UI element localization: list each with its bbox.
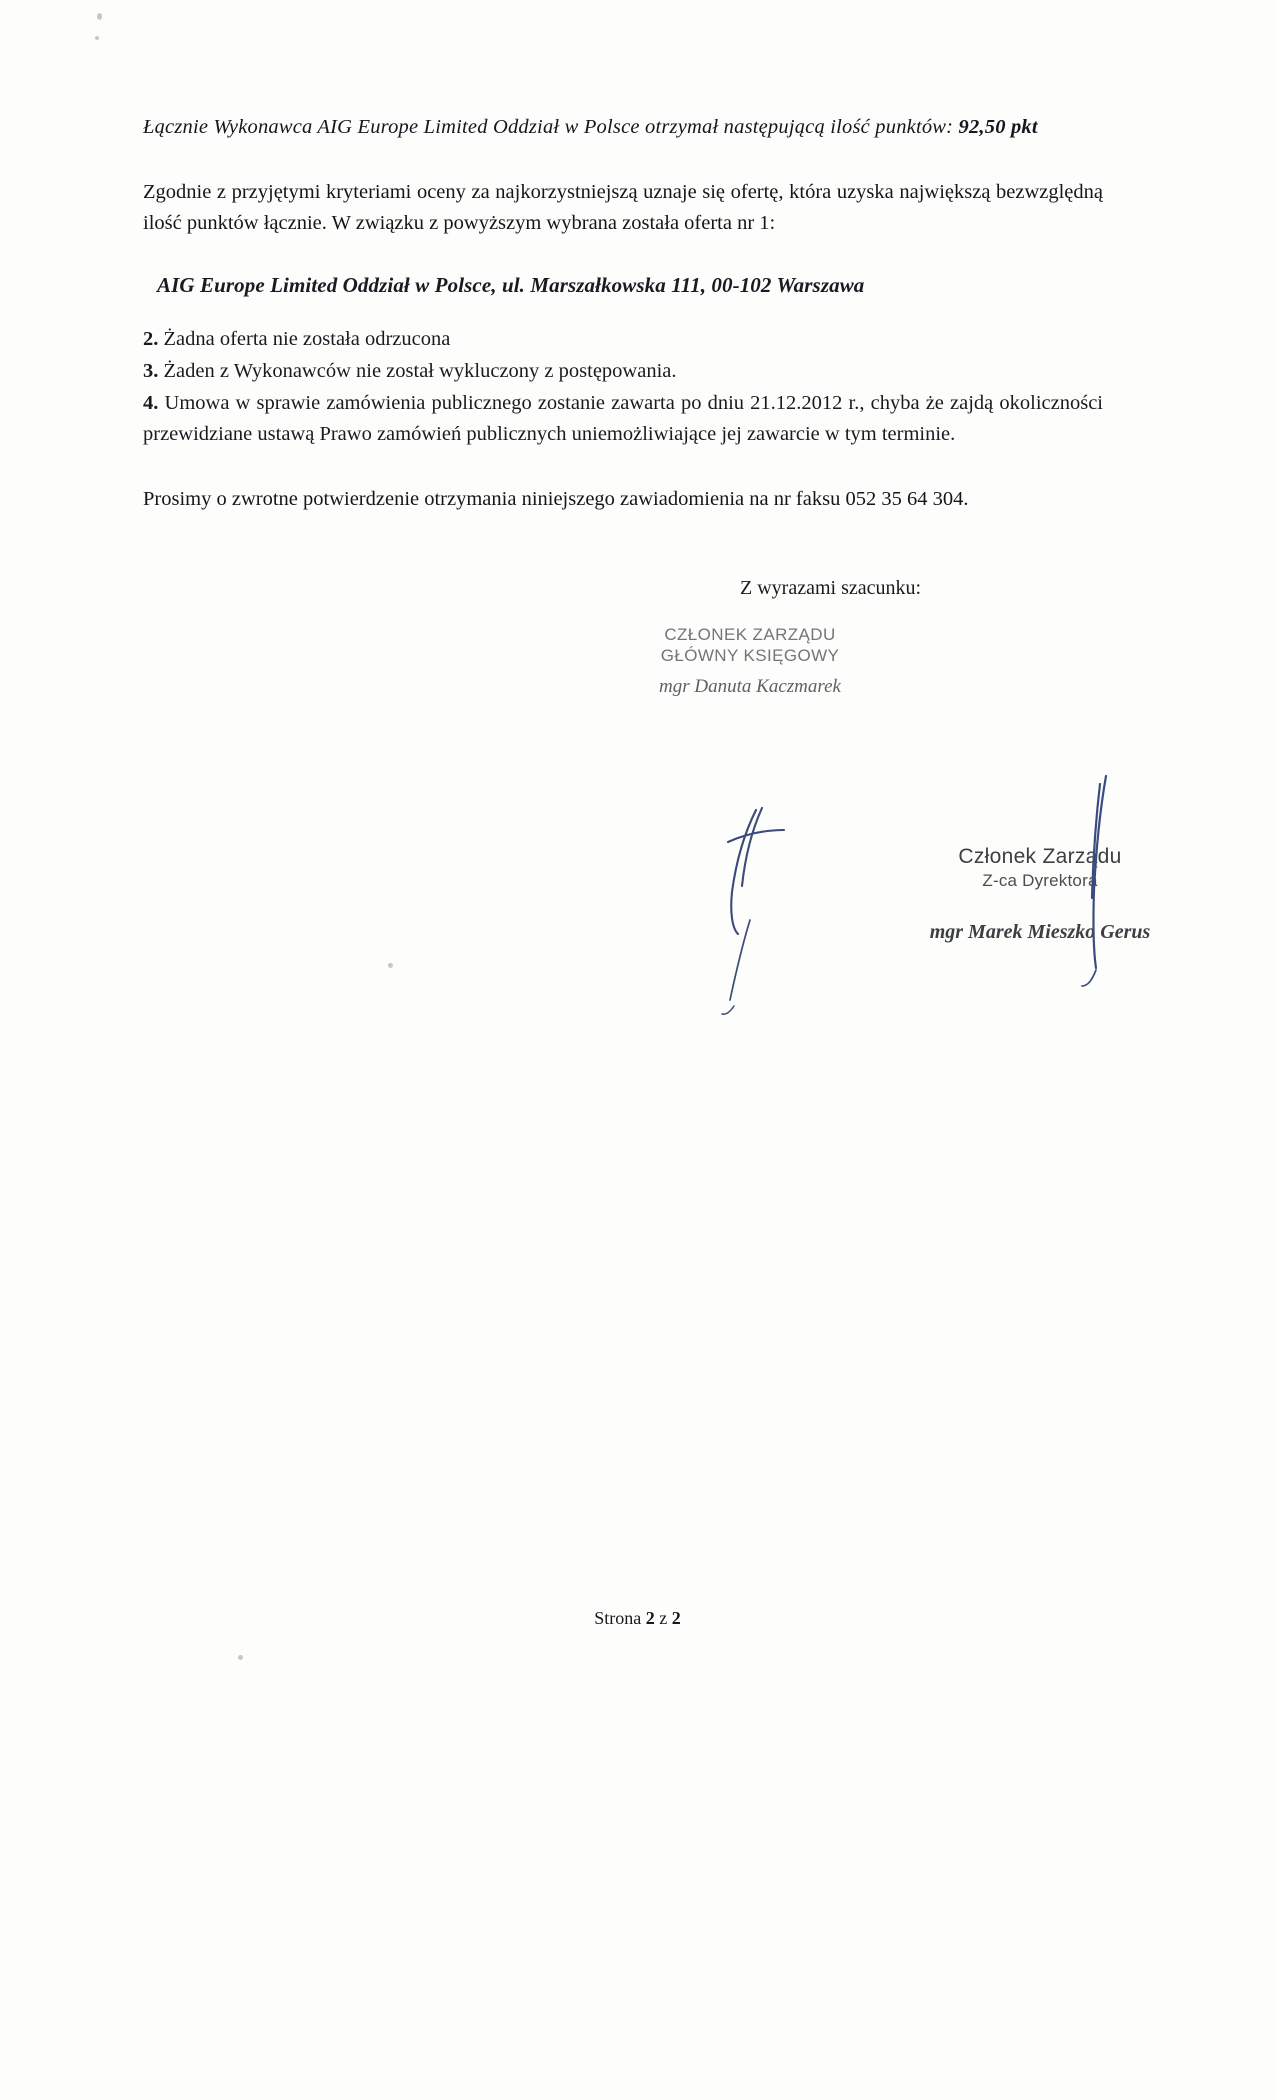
signature-right-role-1: Członek Zarządu [958, 845, 1122, 868]
footer-label: Strona [594, 1608, 642, 1628]
selected-offer-line: AIG Europe Limited Oddział w Polsce, ul. Marszałkowska 111, 00-102 Warszawa [157, 273, 865, 298]
list-item [143, 324, 1103, 355]
signature-right-role-2: Z-ca Dyrektora [982, 871, 1098, 890]
lead-paragraph [143, 112, 1103, 143]
list-item-text: Żaden z Wykonawców nie został wykluczony z postępowania. [163, 360, 677, 383]
fax-confirmation-paragraph: Prosimy o zwrotne potwierdzenie otrzymania niniejszego zawiadomienia na nr faksu 052 35 64 304. [143, 488, 969, 511]
footer-total-pages: 2 [671, 1608, 681, 1628]
list-item-number: 3. [143, 360, 159, 383]
list-item [143, 388, 1103, 450]
scan-speck [95, 36, 99, 40]
document-body [143, 112, 1103, 516]
footer-current-page: 2 [645, 1608, 655, 1628]
signature-block-left [600, 625, 900, 698]
list-item-text: Umowa w sprawie zamówienia publicznego zostanie zawarta po dniu 21.12.2012 r., chyba że zajdą okoliczności przewidziane ustawą Prawo zamówień publicznych uniemożliwiające jej zawarcie w tym terminie. [143, 391, 1104, 445]
list-item-number: 2. [143, 328, 159, 351]
signature-left-role-1: CZŁONEK ZARZĄDU [664, 625, 836, 644]
notice-list [143, 324, 1103, 449]
criteria-paragraph: Zgodnie z przyjętymi kryteriami oceny za najkorzystniejszą uznaje się ofertę, która uzyska największą bezwzględną ilość punktów łącznie. W związku z powyższym wybrana została oferta nr 1: [143, 181, 1103, 235]
scan-speck [97, 13, 102, 20]
list-item-number: 4. [143, 391, 159, 414]
signature-block-right [880, 845, 1200, 944]
signature-left-role-2: GŁÓWNY KSIĘGOWY [660, 645, 840, 665]
handwritten-signature-left [690, 800, 870, 1020]
signature-right-name: mgr Marek Mieszko Gerus [929, 921, 1151, 943]
list-item [143, 356, 1103, 387]
closing-salutation: Z wyrazami szacunku: [740, 577, 922, 599]
footer-separator: z [659, 1608, 668, 1628]
list-item-text: Żadna oferta nie została odrzucona [163, 328, 451, 351]
lead-prefix-text: Łącznie Wykonawca AIG Europe Limited Oddział w Polsce otrzymał następującą ilość punktów: [143, 116, 954, 138]
scan-speck [238, 1655, 243, 1660]
total-points-value: 92,50 pkt [958, 116, 1038, 138]
signature-left-name: mgr Danuta Kaczmarek [659, 676, 841, 698]
scan-speck [388, 963, 393, 968]
page-footer [0, 1608, 1275, 1629]
